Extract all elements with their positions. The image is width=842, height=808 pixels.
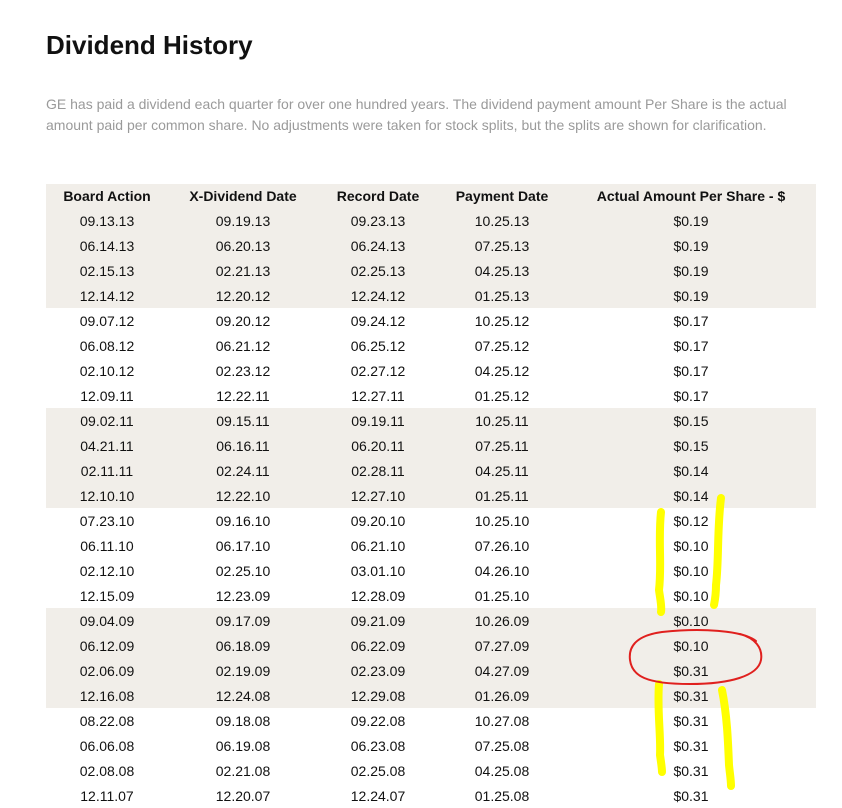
payment-date-cell: 01.25.10: [474, 587, 530, 604]
table-row: [46, 583, 816, 608]
amount-cell: $0.19: [566, 233, 816, 258]
amount-cell: $0.31: [673, 762, 709, 779]
record-date-cell: 12.24.12: [318, 283, 438, 308]
record-date-cell: 12.28.09: [350, 587, 406, 604]
record-date-cell: 02.25.08: [350, 762, 406, 779]
header-x-dividend-date: X-Dividend Date: [168, 184, 318, 208]
board-action-cell: 12.14.12: [46, 283, 168, 308]
x-dividend-date-cell: 09.17.09: [168, 608, 318, 633]
page-title: Dividend History: [46, 30, 253, 60]
board-action-cell: 02.10.12: [79, 362, 135, 379]
table-row: [46, 208, 816, 233]
x-dividend-date-cell: 06.19.08: [215, 737, 271, 754]
board-action-cell: 09.04.09: [46, 608, 168, 633]
payment-date-cell: 04.25.11: [438, 458, 566, 483]
amount-cell: $0.19: [566, 283, 816, 308]
table-row: [46, 458, 816, 483]
x-dividend-date-cell: 09.18.08: [215, 712, 271, 729]
table-row: [46, 783, 816, 808]
board-action-cell: 06.08.12: [79, 337, 135, 354]
amount-cell: $0.31: [673, 737, 709, 754]
table-row: [46, 608, 816, 633]
amount-cell: $0.14: [566, 458, 816, 483]
record-date-cell: 12.24.07: [350, 787, 406, 804]
record-date-cell: 06.22.09: [318, 633, 438, 658]
board-action-cell: 02.08.08: [79, 762, 135, 779]
table-row: [46, 633, 816, 658]
table-row: [46, 408, 816, 433]
table-row: [46, 333, 816, 358]
x-dividend-date-cell: 02.19.09: [168, 658, 318, 683]
x-dividend-date-cell: 12.24.08: [168, 683, 318, 708]
amount-cell: $0.17: [673, 362, 709, 379]
payment-date-cell: 04.26.10: [474, 562, 530, 579]
payment-date-cell: 07.26.10: [474, 537, 530, 554]
table-row: [46, 483, 816, 508]
table-row: [46, 683, 816, 708]
header-record-date: Record Date: [318, 184, 438, 208]
board-action-cell: 02.06.09: [46, 658, 168, 683]
board-action-cell: 12.10.10: [46, 483, 168, 508]
x-dividend-date-cell: 02.23.12: [215, 362, 271, 379]
amount-cell: $0.31: [673, 712, 709, 729]
amount-cell: $0.31: [566, 683, 816, 708]
dividend-table-container: [46, 184, 816, 808]
x-dividend-date-cell: 02.25.10: [215, 562, 271, 579]
intro-paragraph: GE has paid a dividend each quarter for over one hundred years. The dividend payment amount Per Share is the actual amount paid per common share. No adjustments were taken for stock splits, but the splits are shown for clarification.: [46, 96, 787, 133]
record-date-cell: 02.25.13: [318, 258, 438, 283]
amount-cell: $0.10: [673, 562, 709, 579]
board-action-cell: 04.21.11: [46, 433, 168, 458]
x-dividend-date-cell: 09.20.12: [215, 312, 271, 329]
x-dividend-date-cell: 02.21.08: [215, 762, 271, 779]
payment-date-cell: 07.25.13: [438, 233, 566, 258]
table-row: [46, 658, 816, 683]
x-dividend-date-cell: 06.21.12: [215, 337, 271, 354]
record-date-cell: 02.23.09: [318, 658, 438, 683]
board-action-cell: 02.11.11: [46, 458, 168, 483]
record-date-cell: 06.23.08: [350, 737, 406, 754]
board-action-cell: 09.13.13: [46, 208, 168, 233]
x-dividend-date-cell: 06.16.11: [168, 433, 318, 458]
amount-cell: $0.15: [566, 433, 816, 458]
record-date-cell: 09.24.12: [350, 312, 406, 329]
record-date-cell: 06.25.12: [350, 337, 406, 354]
header-amount-per-share: Actual Amount Per Share - $: [566, 184, 816, 208]
amount-cell: $0.19: [566, 258, 816, 283]
payment-date-cell: 01.25.13: [438, 283, 566, 308]
amount-cell: $0.17: [673, 387, 709, 404]
dividend-table: [46, 184, 816, 808]
payment-date-cell: 01.26.09: [438, 683, 566, 708]
table-row: [46, 233, 816, 258]
table-row: [46, 733, 816, 758]
record-date-cell: 03.01.10: [350, 562, 406, 579]
board-action-cell: 02.15.13: [46, 258, 168, 283]
amount-cell: $0.19: [566, 208, 816, 233]
payment-date-cell: 10.25.10: [474, 512, 530, 529]
payment-date-cell: 04.27.09: [438, 658, 566, 683]
amount-cell: $0.15: [566, 408, 816, 433]
amount-cell: $0.12: [673, 512, 709, 529]
x-dividend-date-cell: 02.24.11: [168, 458, 318, 483]
payment-date-cell: 10.25.11: [438, 408, 566, 433]
x-dividend-date-cell: 06.18.09: [168, 633, 318, 658]
board-action-cell: 09.02.11: [46, 408, 168, 433]
board-action-cell: 06.06.08: [79, 737, 135, 754]
board-action-cell: 06.11.10: [80, 537, 134, 554]
amount-cell: $0.10: [566, 633, 816, 658]
payment-date-cell: 07.27.09: [438, 633, 566, 658]
board-action-cell: 02.12.10: [79, 562, 135, 579]
x-dividend-date-cell: 12.20.07: [215, 787, 271, 804]
record-date-cell: 09.19.11: [318, 408, 438, 433]
record-date-cell: 12.27.10: [318, 483, 438, 508]
payment-date-cell: 10.25.13: [438, 208, 566, 233]
table-row: [46, 308, 816, 333]
amount-cell: $0.10: [673, 537, 709, 554]
record-date-cell: 09.20.10: [350, 512, 406, 529]
x-dividend-date-cell: 09.16.10: [215, 512, 271, 529]
board-action-cell: 12.15.09: [79, 587, 135, 604]
record-date-cell: 06.21.10: [350, 537, 406, 554]
header-board-action: Board Action: [46, 184, 168, 208]
board-action-cell: 06.14.13: [46, 233, 168, 258]
payment-date-cell: 10.27.08: [474, 712, 530, 729]
table-body: [46, 208, 816, 808]
x-dividend-date-cell: 12.23.09: [215, 587, 271, 604]
amount-cell: $0.31: [566, 658, 816, 683]
table-header-row: [46, 184, 816, 208]
table-row: [46, 708, 816, 733]
record-date-cell: 12.27.11: [351, 387, 405, 404]
board-action-cell: 12.16.08: [46, 683, 168, 708]
record-date-cell: 09.21.09: [318, 608, 438, 633]
payment-date-cell: 04.25.12: [474, 362, 530, 379]
table-row: [46, 258, 816, 283]
table-row: [46, 558, 816, 583]
record-date-cell: 06.24.13: [318, 233, 438, 258]
x-dividend-date-cell: 06.20.13: [168, 233, 318, 258]
amount-cell: $0.17: [673, 312, 709, 329]
amount-cell: $0.10: [673, 587, 709, 604]
board-action-cell: 08.22.08: [79, 712, 135, 729]
table-row: [46, 508, 816, 533]
x-dividend-date-cell: 02.21.13: [168, 258, 318, 283]
board-action-cell: 12.11.07: [80, 787, 134, 804]
table-row: [46, 283, 816, 308]
record-date-cell: 09.23.13: [318, 208, 438, 233]
x-dividend-date-cell: 06.17.10: [215, 537, 271, 554]
payment-date-cell: 04.25.13: [438, 258, 566, 283]
table-row: [46, 383, 816, 408]
payment-date-cell: 01.25.11: [438, 483, 566, 508]
payment-date-cell: 01.25.12: [474, 387, 530, 404]
amount-cell: $0.14: [566, 483, 816, 508]
record-date-cell: 12.29.08: [318, 683, 438, 708]
record-date-cell: 06.20.11: [318, 433, 438, 458]
payment-date-cell: 07.25.11: [438, 433, 566, 458]
record-date-cell: 02.27.12: [350, 362, 406, 379]
board-action-cell: 09.07.12: [79, 312, 135, 329]
amount-cell: $0.31: [673, 787, 709, 804]
table-row: [46, 533, 816, 558]
x-dividend-date-cell: 09.19.13: [168, 208, 318, 233]
payment-date-cell: 10.26.09: [438, 608, 566, 633]
payment-date-cell: 04.25.08: [474, 762, 530, 779]
header-payment-date: Payment Date: [438, 184, 566, 208]
board-action-cell: 12.09.11: [80, 387, 134, 404]
amount-cell: $0.17: [673, 337, 709, 354]
table-row: [46, 758, 816, 783]
x-dividend-date-cell: 09.15.11: [168, 408, 318, 433]
amount-cell: $0.10: [566, 608, 816, 633]
payment-date-cell: 01.25.08: [474, 787, 530, 804]
payment-date-cell: 10.25.12: [474, 312, 530, 329]
board-action-cell: 06.12.09: [46, 633, 168, 658]
table-row: [46, 433, 816, 458]
record-date-cell: 09.22.08: [350, 712, 406, 729]
x-dividend-date-cell: 12.20.12: [168, 283, 318, 308]
board-action-cell: 07.23.10: [79, 512, 135, 529]
x-dividend-date-cell: 12.22.11: [216, 387, 270, 404]
record-date-cell: 02.28.11: [318, 458, 438, 483]
table-row: [46, 358, 816, 383]
payment-date-cell: 07.25.08: [474, 737, 530, 754]
x-dividend-date-cell: 12.22.10: [168, 483, 318, 508]
payment-date-cell: 07.25.12: [474, 337, 530, 354]
